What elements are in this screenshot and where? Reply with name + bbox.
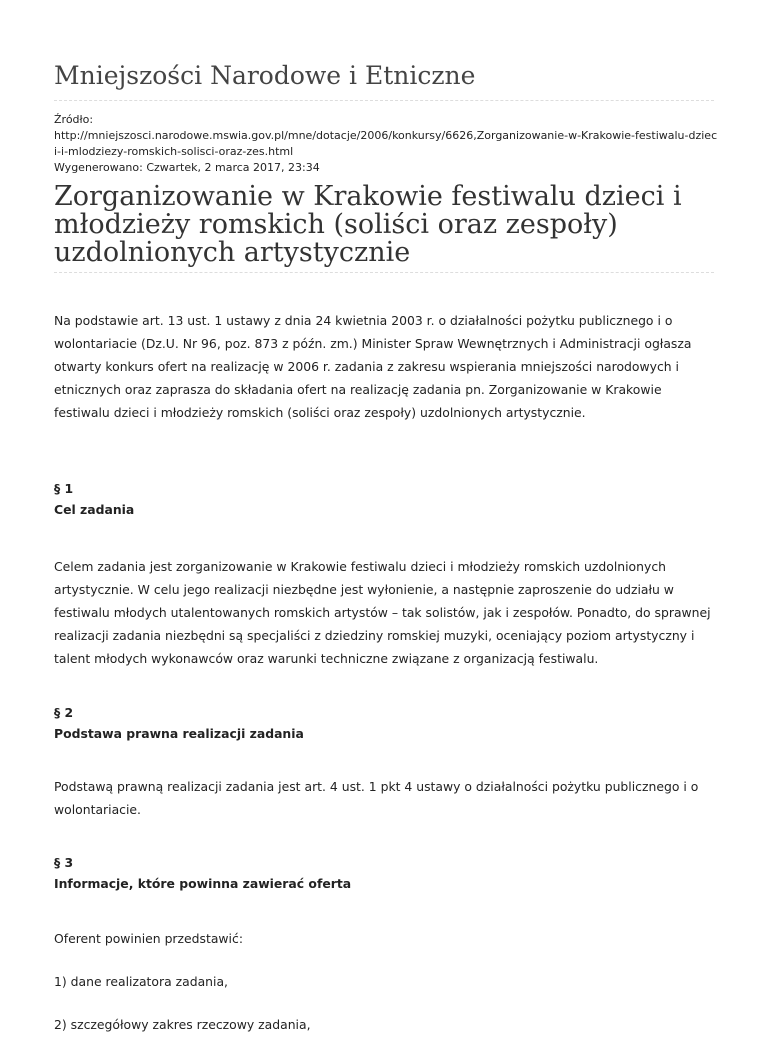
source-meta [54,112,718,176]
section-number: § 1 [54,481,74,496]
intro-paragraph: Na podstawie art. 13 ust. 1 ustawy z dnia 24 kwietnia 2003 r. o działalności pożytku publicznego i o wolontariacie (Dz.U. Nr 96, poz. 873 z późn. zm.) Minister Spraw Wewnętrznych i Administracji ogłasza otwarty konkurs ofert na realizację w 2006 r. zadania z zakresu wspierania mniejszości narodowych i etnicznych oraz zaprasza do składania ofert na realizację zadania pn. Zorganizowanie w Krakowie festiwalu dzieci i młodzieży romskich (soliści oraz zespoły) uzdolnionych artystycznie. [54,313,692,420]
header-divider [54,100,714,101]
list-item: 2) szczegółowy zakres rzeczowy zadania, [54,1017,311,1032]
section-heading: Informacje, które powinna zawierać oferta [54,876,352,891]
title-divider [54,272,714,273]
source-url: http://mniejszosci.narodowe.mswia.gov.pl/mne/dotacje/2006/konkursy/6626,Zorganizowanie-w-Krakowie-festiwalu-dzieci-i-mlodziezy-romskich-solisci-oraz-zes.html [54,129,718,158]
section-text: Oferent powinien przedstawić: [54,931,243,946]
section-heading: Cel zadania [54,502,135,517]
section-number: § 3 [54,855,74,870]
document-body [54,309,718,1056]
section-text: Podstawą prawną realizacji zadania jest art. 4 ust. 1 pkt 4 ustawy o działalności pożytku publicznego i o wolontariacie. [54,779,699,817]
list-item: 1) dane realizatora zadania, [54,974,228,989]
section-heading: Podstawa prawna realizacji zadania [54,726,304,741]
generated-date: Wygenerowano: Czwartek, 2 marca 2017, 23:34 [54,161,320,174]
section-text: Celem zadania jest zorganizowanie w Krakowie festiwalu dzieci i młodzieży romskich uzdolnionych artystycznie. W celu jego realizacji niezbędne jest wyłonienie, a następnie zaproszenie do udziału w festiwalu młodych utalentowanych romskich artystów – tak solistów, jak i zespołów. Ponadto, do sprawnej realizacji zadania niezbędni są specjaliści z dziedziny romskiej muzyki, oceniający poziom artystyczny i talent młodych wykonawców oraz warunki techniczne związane z organizacją festiwalu. [54,559,711,666]
site-title: Mniejszości Narodowe i Etniczne [54,61,476,90]
section-number: § 2 [54,705,74,720]
document-title: Zorganizowanie w Krakowie festiwalu dzieci i młodzieży romskich (soliści oraz zespoły) uzdolnionych artystycznie [54,181,682,268]
source-label: Źródło: [54,113,94,126]
